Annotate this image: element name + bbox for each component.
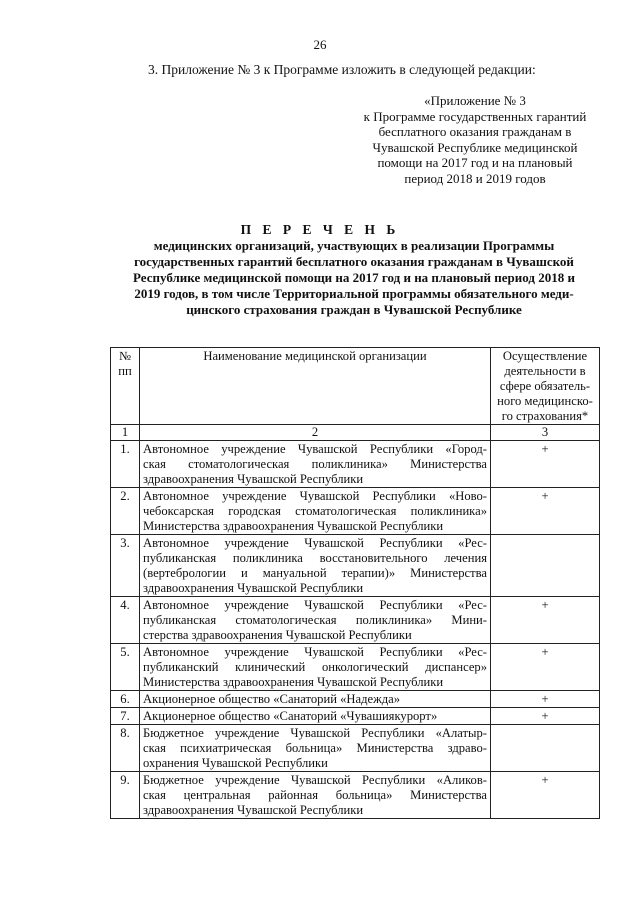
- organization-name: [140, 597, 491, 644]
- list-subtitle-line: государственных гарантий бесплатного оказания гражданам в Чувашской: [134, 254, 574, 269]
- table-header-row: [111, 348, 600, 425]
- organization-name-line: ская стоматологическая поликлиника» Министерства: [143, 457, 487, 471]
- table-row: [111, 644, 600, 691]
- organization-name-line: Автономное учреждение Чувашской Республики «Рес-: [143, 598, 487, 612]
- appendix-ref-line: бесплатного оказания гражданам в: [378, 124, 572, 140]
- appendix-reference: [340, 93, 610, 187]
- appendix-ref-line: к Программе государственных гарантий: [363, 108, 587, 124]
- appendix-ref-line: период 2018 и 2019 годов: [404, 170, 546, 186]
- table-row: [111, 488, 600, 535]
- intro-text: 3. Приложение № 3 к Программе изложить в следующей редакции:: [148, 62, 536, 77]
- organization-name: [140, 772, 491, 819]
- header-oms-line: сфере обязатель-: [499, 379, 591, 393]
- organization-name-line: охранения Чувашской Республики: [143, 756, 328, 770]
- row-number: 6.: [111, 691, 140, 708]
- list-subtitle-line: медицинских организаций, участвующих в реализации Программы: [153, 238, 555, 253]
- organization-name-line: публиканская поликлиника восстановительного лечения: [143, 551, 487, 565]
- appendix-ref-line: «Приложение № 3: [424, 93, 526, 108]
- oms-participation-mark: +: [491, 488, 600, 535]
- row-number: 9.: [111, 772, 140, 819]
- table-row: [111, 725, 600, 772]
- organization-name-line: публиканская стоматологическая поликлиника» Мини-: [143, 613, 487, 627]
- appendix-ref-line: помощи на 2017 год и на плановый: [377, 155, 573, 171]
- row-number: 5.: [111, 644, 140, 691]
- organization-name-line: Акционерное общество «Санаторий «Надежда»: [143, 692, 401, 706]
- organization-name-line: публиканский клинический онкологический диспансер»: [143, 660, 487, 674]
- oms-participation-mark: [491, 725, 600, 772]
- oms-participation-mark: +: [491, 597, 600, 644]
- organization-name-line: стерства здравоохранения Чувашской Республики: [143, 628, 412, 642]
- oms-participation-mark: +: [491, 691, 600, 708]
- row-number: 4.: [111, 597, 140, 644]
- table-row: [111, 535, 600, 597]
- list-subtitle-line: Республике медицинской помощи на 2017 год и на плановый период 2018 и: [133, 270, 575, 285]
- organization-name: [140, 535, 491, 597]
- column-index-row: [111, 425, 600, 441]
- oms-participation-mark: +: [491, 772, 600, 819]
- table-row: [111, 691, 600, 708]
- header-name-text: Наименование медицинской организации: [203, 349, 427, 363]
- oms-participation-mark: [491, 535, 600, 597]
- organization-name-line: Министерства здравоохранения Чувашской Республики: [143, 675, 444, 689]
- organization-name-line: (вертебрологии и мануальной терапии)» Министерства: [143, 566, 487, 580]
- row-number: 2.: [111, 488, 140, 535]
- organization-name-line: здравоохранения Чувашской Республики: [143, 472, 364, 486]
- organization-name-line: Акционерное общество «Санаторий «Чувашиякурорт»: [143, 709, 438, 723]
- organization-name-line: Автономное учреждение Чувашской Республики «Рес-: [143, 645, 487, 659]
- organization-name: [140, 488, 491, 535]
- organization-name-line: чебоксарская городская стоматологическая поликлиника»: [143, 504, 487, 518]
- organization-name-line: Автономное учреждение Чувашской Республики «Ново-: [143, 489, 487, 503]
- organization-name-line: ская центральная районная больница» Министерства: [143, 788, 487, 802]
- list-subtitle-line: цинского страхования граждан в Чувашской Республике: [186, 302, 522, 317]
- organization-name-line: Автономное учреждение Чувашской Республики «Город-: [143, 442, 487, 456]
- column-index: 3: [491, 425, 600, 441]
- header-oms: [491, 348, 600, 425]
- table-row: [111, 597, 600, 644]
- organization-name-line: Автономное учреждение Чувашской Республики «Рес-: [143, 536, 487, 550]
- column-index: 1: [111, 425, 140, 441]
- row-number: 1.: [111, 441, 140, 488]
- list-subtitle-line: 2019 годов, в том числе Территориальной программы обязательного меди-: [134, 286, 574, 301]
- row-number: 7.: [111, 708, 140, 725]
- list-subtitle: [110, 238, 598, 318]
- header-number: [111, 348, 140, 425]
- oms-participation-mark: +: [491, 708, 600, 725]
- header-number-line: пп: [118, 364, 132, 378]
- header-number-line: №: [118, 349, 132, 363]
- organization-name: [140, 441, 491, 488]
- table-row: [111, 772, 600, 819]
- oms-participation-mark: +: [491, 644, 600, 691]
- header-oms-line: ного медицинско-: [497, 394, 593, 408]
- row-number: 3.: [111, 535, 140, 597]
- header-oms-line: Осуществление: [502, 349, 588, 363]
- header-oms-line: го страхования*: [501, 409, 589, 423]
- organization-name-line: Бюджетное учреждение Чувашской Республики «Алатыр-: [143, 726, 487, 740]
- organization-name-line: здравоохранения Чувашской Республики: [143, 581, 364, 595]
- table-row: [111, 441, 600, 488]
- oms-participation-mark: +: [491, 441, 600, 488]
- page-number: 26: [313, 37, 327, 52]
- organization-name-line: здравоохранения Чувашской Республики: [143, 803, 364, 817]
- column-index: 2: [140, 425, 491, 441]
- organization-name: [140, 725, 491, 772]
- appendix-ref-line: Чувашской Республике медицинской: [372, 139, 578, 155]
- organization-name: [140, 644, 491, 691]
- header-name: [140, 348, 491, 425]
- organization-name: [140, 691, 491, 708]
- table-row: [111, 708, 600, 725]
- list-heading: П Е Р Е Ч Е Н Ь: [240, 222, 400, 237]
- row-number: 8.: [111, 725, 140, 772]
- organization-name-line: Министерства здравоохранения Чувашской Республики: [143, 519, 444, 533]
- organizations-table: [110, 347, 600, 819]
- organization-name-line: ская психиатрическая больница» Министерства здраво-: [143, 741, 487, 755]
- header-oms-line: деятельности в: [504, 364, 586, 378]
- organization-name: [140, 708, 491, 725]
- organization-name-line: Бюджетное учреждение Чувашской Республики «Аликов-: [143, 773, 487, 787]
